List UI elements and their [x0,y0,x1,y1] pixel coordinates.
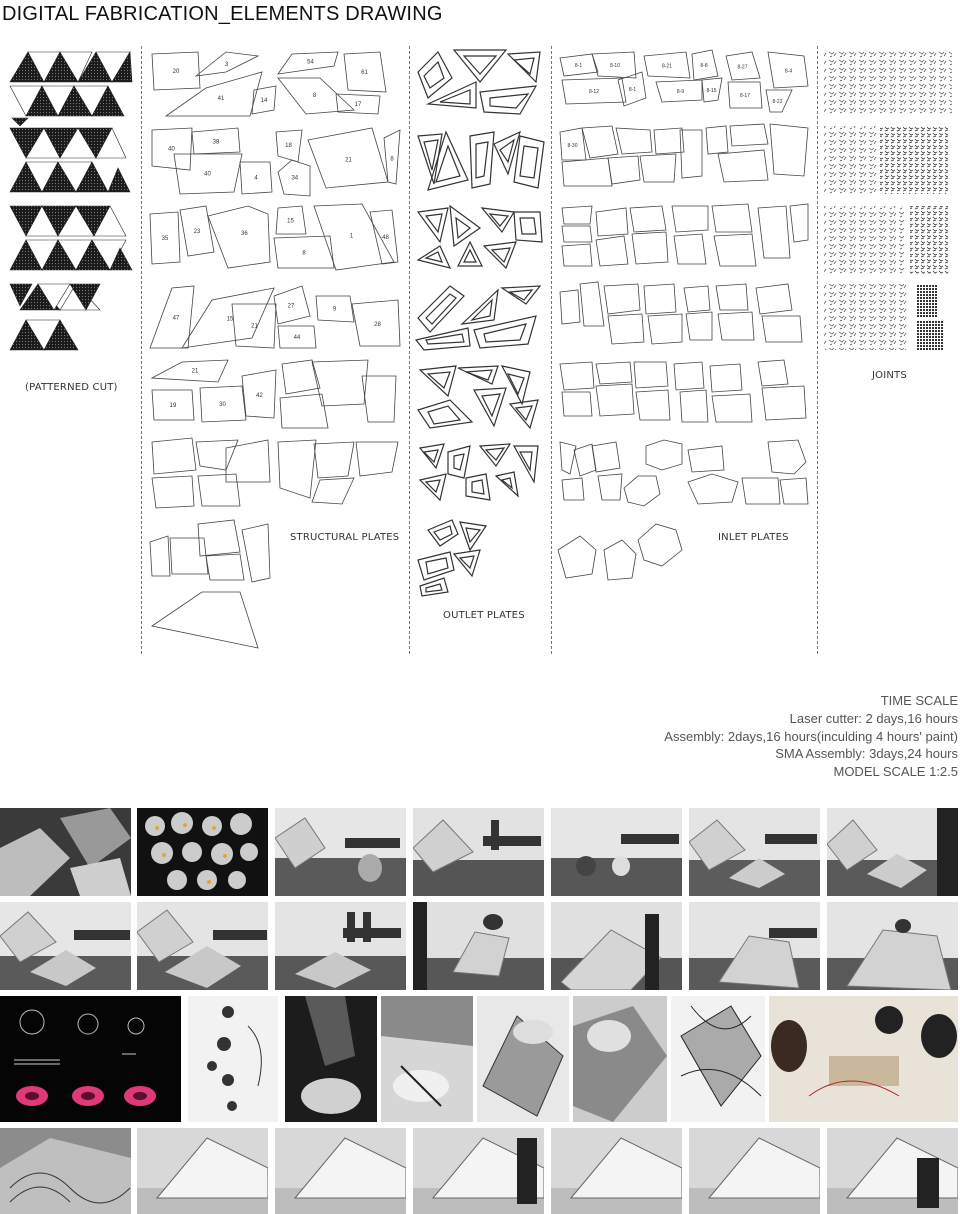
photo-assembly-1 [275,808,406,896]
sma-assembly-time: SMA Assembly: 3days,24 hours [775,746,958,762]
plate-label: 8-12 [588,89,600,95]
plate-label: 30 [219,402,226,408]
plate-label: 8-17 [739,93,751,99]
plate-label: 8-21 [661,63,673,70]
structural-plates-column [142,42,408,654]
photo-wiring-1 [477,996,569,1122]
photo-installation-6 [689,1128,820,1214]
plate-label: 41 [217,96,225,102]
inlet-plates-caption: INLET PLATES [718,532,789,543]
plate-label: 8-4 [784,68,793,75]
laser-cutter-time: Laser cutter: 2 days,16 hours [789,710,958,726]
photo-assembly-3 [551,808,682,896]
joints-column [818,42,960,654]
plate-label: 21 [191,368,199,375]
photo-installation-7 [827,1128,958,1214]
plate-label: 8-1 [574,63,583,69]
plate-label: 8-8 [700,63,708,69]
plate-label: 38 [212,139,220,146]
photo-installation-5 [551,1128,682,1214]
plate-label: 35 [161,236,169,242]
plate-label: 8 [390,156,394,163]
plate-label: 18 [285,143,292,149]
page-title: DIGITAL FABRICATION_ELEMENTS DRAWING [2,3,443,25]
outlet-plates-column [410,42,550,654]
photo-assembly-5 [827,808,958,896]
photo-wiring-2 [573,996,667,1122]
inlet-plates-column [552,42,816,654]
plate-label: 36 [241,231,248,238]
joints-drawing [818,42,960,362]
plate-label: 8-9 [676,89,685,95]
plate-label: 40 [204,171,211,178]
time-scale-block [664,692,958,781]
plate-label: 1 [349,233,354,240]
plate-label: 19 [169,403,177,409]
photo-joint-parts [188,996,278,1122]
photo-installation-3 [275,1128,406,1214]
photo-assembly-2 [413,808,544,896]
plate-label: 14 [260,98,268,104]
plate-label: 15 [287,218,294,225]
plate-label: 3 [224,62,229,68]
photo-team-workshop [769,996,958,1122]
structural-plates-drawing [142,42,408,654]
plate-label: 21 [251,323,258,330]
plate-label: 42 [256,393,263,399]
assembly-time: Assembly: 2days,16 hours(inculding 4 hours' paint) [664,728,958,744]
patterned-cut-caption: (PATTERNED CUT) [25,382,118,393]
plate-label: 8-1 [628,87,637,93]
plate-label: 44 [293,335,301,341]
joints-caption: JOINTS [872,370,907,381]
plate-label: 40 [168,146,175,153]
photo-soldering [285,996,377,1122]
plate-label: 34 [291,175,299,182]
model-scale: MODEL SCALE 1:2.5 [833,764,958,780]
plate-label: 15 [226,316,234,323]
plate-label: 8-22 [772,99,783,105]
photo-cut-parts-pile [0,808,131,896]
photo-installation-1 [0,1128,131,1214]
photo-mesh-wired [671,996,765,1122]
photo-joint-clusters [137,808,268,896]
plate-label: 8-10 [609,63,621,69]
plate-label: 48 [382,235,389,241]
photo-assembly-4 [689,808,820,896]
photo-assembly-11 [689,902,820,990]
inlet-plates-drawing [552,42,816,602]
outlet-plates-caption: OUTLET PLATES [443,610,525,621]
photo-assembly-7 [137,902,268,990]
photo-assembly-6 [0,902,131,990]
plate-label: 4 [254,175,258,182]
photo-assembly-10 [551,902,682,990]
photo-assembly-12 [827,902,958,990]
fabrication-drawing-sheet [0,42,960,654]
plate-label: 17 [354,102,362,108]
plate-label: 20 [172,69,180,75]
plate-label: 8-27 [737,64,748,71]
plate-label: 27 [287,303,295,310]
plate-label: 47 [172,315,180,322]
outlet-plates-drawing [410,42,550,602]
plate-label: 23 [193,229,201,235]
plate-label: 8-30 [567,143,578,149]
photo-installation-2 [137,1128,268,1214]
photo-mesh-detail [381,996,473,1122]
patterned-cut-column [0,42,140,654]
photo-assembly-9 [413,902,544,990]
plate-label: 8-15 [706,88,717,94]
plate-label: 21 [345,157,352,164]
plate-label: 54 [307,59,314,66]
photo-sma-test-diagram [0,996,181,1122]
patterned-triangles-drawing [0,42,140,382]
plate-label: 28 [374,322,381,328]
photo-installation-4 [413,1128,544,1214]
plate-label: 61 [361,70,368,76]
process-photo-gallery [0,808,960,1214]
photo-assembly-8 [275,902,406,990]
time-scale-heading: TIME SCALE [880,693,958,708]
structural-plates-caption: STRUCTURAL PLATES [290,532,400,543]
plate-label: 8 [302,250,306,257]
plate-label: 9 [332,306,337,313]
plate-label: 8 [312,93,317,99]
